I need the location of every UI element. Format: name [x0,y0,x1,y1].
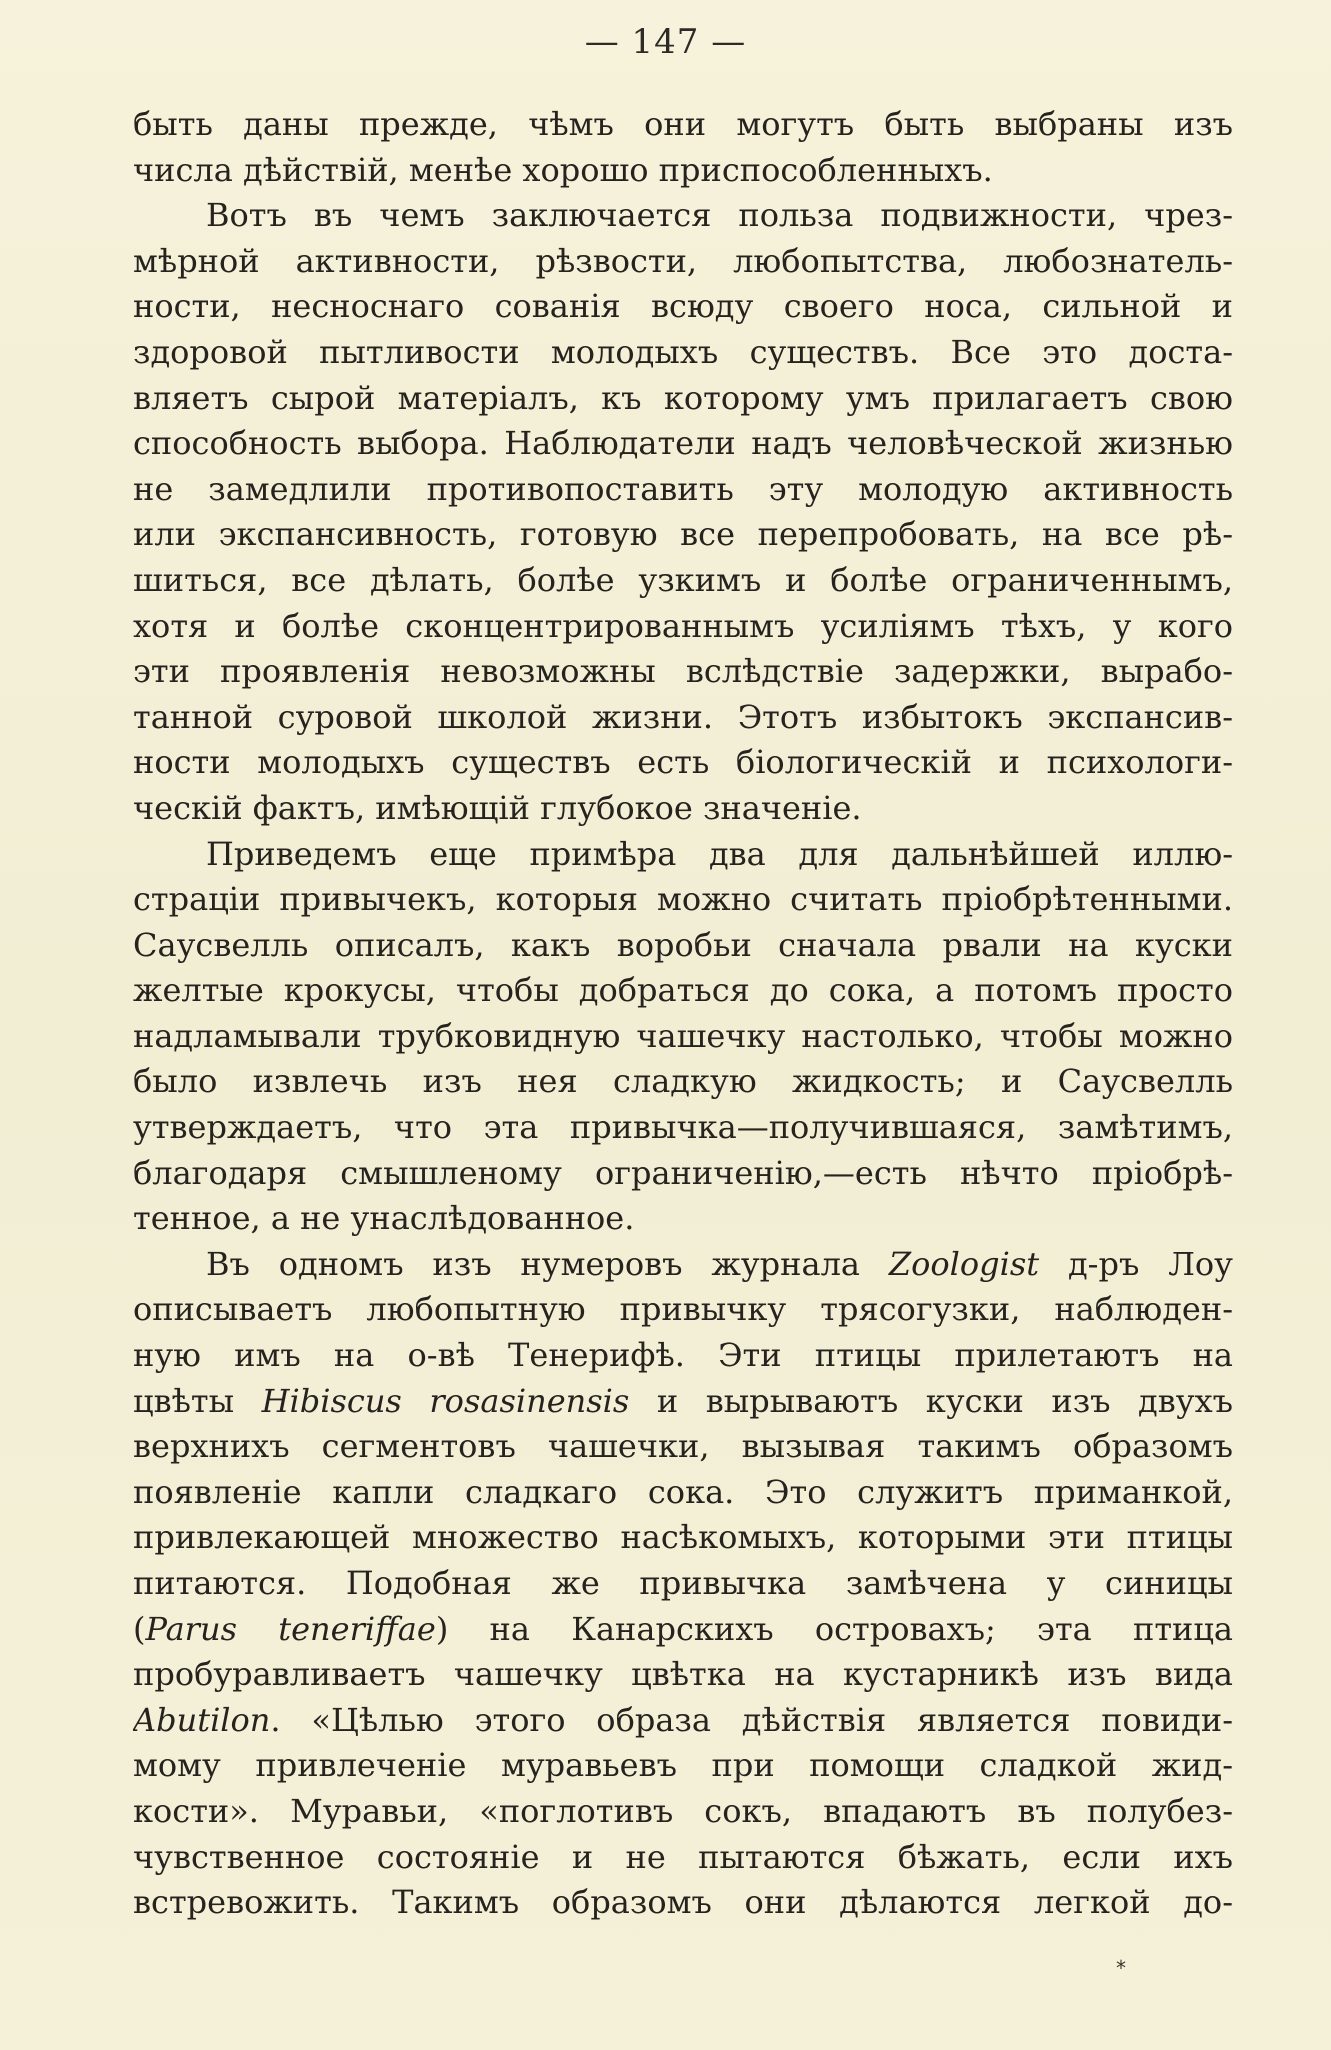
text-line: верхнихъ сегментовъ чашечки, вызывая такимъ образомъ [133,1427,1233,1466]
text-line: ческій фактъ, имѣющій глубокое значеніе. [133,788,862,827]
text-line: надламывали трубковидную чашечку настолько, чтобы можно [133,1016,1233,1055]
page-number: — 147 — [584,22,747,62]
text-line: было извлечь изъ нея сладкую жидкость; и Саусвелль [133,1062,1233,1101]
text-line: или экспансивность, готовую все перепробовать, на все рѣ- [133,515,1233,554]
text-line: мѣрной активности, рѣзвости, любопытства, любознатель- [133,241,1233,280]
text-line: питаются. Подобная же привычка замѣчена у синицы [133,1564,1233,1602]
text-line: Приведемъ еще примѣра два для дальнѣйшей иллю- [206,834,1233,873]
text-line: эти проявленія невозможны вслѣдствіе задержки, вырабо- [133,652,1233,691]
ornament-asterisk: * [1116,1956,1126,1980]
text-line: быть даны прежде, чѣмъ они могутъ быть выбраны изъ [133,105,1233,143]
text-line: здоровой пытливости молодыхъ существъ. Все это доста- [133,332,1233,371]
text-line: числа дѣйствій, менѣе хорошо приспособленныхъ. [133,150,993,189]
text-line: Вотъ въ чемъ заключается польза подвижности, чрез- [206,196,1233,235]
text-line: цвѣты Hibiscus rosasinensis и вырываютъ куски изъ двухъ [133,1381,1233,1420]
text-line: кости». Муравьи, «поглотивъ сокъ, впадаютъ въ полубез- [133,1791,1233,1830]
text-line: ности, несноснаго сованія всюду своего носа, сильной и [133,287,1233,326]
text-line: Саусвелль описалъ, какъ воробьи сначала рвали на куски [133,925,1233,964]
text-line: привлекающей множество насѣкомыхъ, которыми эти птицы [133,1518,1233,1557]
text-line: желтые крокусы, чтобы добраться до сока, а потомъ просто [133,971,1233,1010]
text-line: пробуравливаетъ чашечку цвѣтка на кустарникѣ изъ вида [133,1655,1233,1694]
text-line: шиться, все дѣлать, болѣе узкимъ и болѣе ограниченнымъ, [133,560,1233,599]
text-line: Въ одномъ изъ нумеровъ журнала Zoologist д-ръ Лоу [206,1244,1233,1283]
text-line: описываетъ любопытную привычку трясогузки, наблюден- [133,1290,1233,1329]
text-line: танной суровой школой жизни. Этотъ избытокъ экспансив- [133,697,1233,736]
text-line: появленіе капли сладкаго сока. Это служитъ приманкой, [133,1472,1233,1511]
text-line: вляетъ сырой матеріалъ, къ которому умъ прилагаетъ свою [133,378,1233,417]
text-line: встревожить. Такимъ образомъ они дѣлаются легкой до- [133,1883,1233,1922]
text-line: хотя и болѣе сконцентрированнымъ усиліямъ тѣхъ, у кого [133,606,1233,645]
text-line: мому привлеченіе муравьевъ при помощи сладкой жид- [133,1746,1233,1785]
text-line: утверждаетъ, что эта привычка—получившаяся, замѣтимъ, [133,1108,1233,1147]
text-line: способность выбора. Наблюдатели надъ человѣческой жизнью [133,424,1233,463]
body-text [133,102,1233,1926]
text-line: не замедлили противопоставить эту молодую активность [133,469,1233,508]
text-line: страціи привычекъ, которыя можно считать пріобрѣтенными. [133,880,1233,919]
text-line: благодаря смышленому ограниченію,—есть нѣчто пріобрѣ- [133,1153,1233,1192]
text-line: тенное, а не унаслѣдованное. [133,1199,635,1238]
text-line: ности молодыхъ существъ есть біологическій и психологи- [133,743,1233,782]
text-line: Abutilon. «Цѣлью этого образа дѣйствія является повиди- [133,1700,1233,1739]
text-line: чувственное состояніе и не пытаются бѣжать, если ихъ [133,1837,1233,1876]
text-line: ную имъ на о-вѣ Тенерифѣ. Эти птицы прилетаютъ на [133,1336,1233,1375]
text-line: (Parus teneriffae) на Канарскихъ островахъ; эта птица [133,1609,1233,1648]
